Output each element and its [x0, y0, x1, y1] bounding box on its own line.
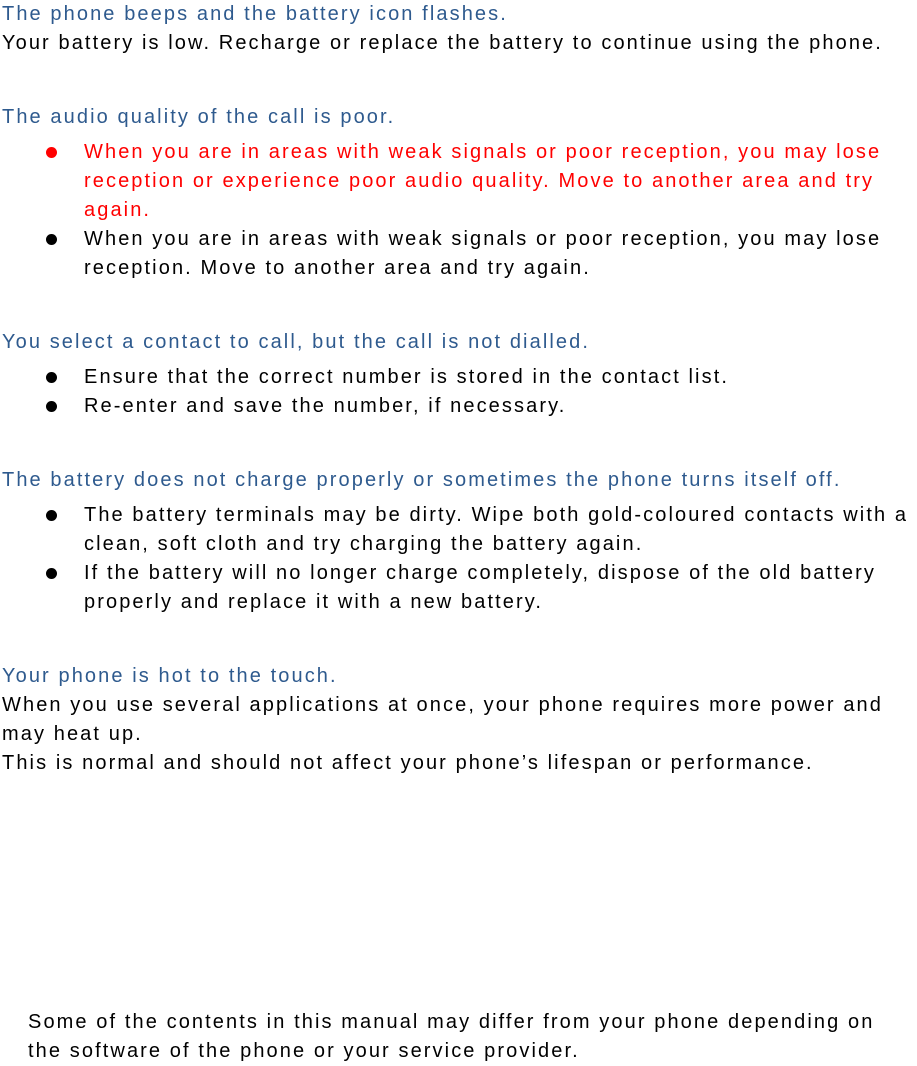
body-paragraph: This is normal and should not affect your phone’s lifespan or performance. — [2, 752, 814, 774]
section-phone-hot — [2, 662, 917, 778]
list-item — [2, 392, 917, 421]
body-paragraph: When you use several applications at once, your phone requires more power and may heat up. — [2, 694, 884, 745]
bullet-icon — [46, 401, 57, 412]
section-heading: The phone beeps and the battery icon flashes. — [2, 3, 508, 25]
bullet-icon — [46, 234, 57, 245]
footer-note: Some of the contents in this manual may differ from your phone depending on the software of the phone or your service provider. — [28, 1011, 875, 1062]
bullet-icon — [46, 147, 57, 158]
body-paragraph: Your battery is low. Recharge or replace the battery to continue using the phone. — [2, 32, 883, 54]
bullet-icon — [46, 510, 57, 521]
bullet-text: If the battery will no longer charge completely, dispose of the old battery properly and replace it with a new battery. — [84, 562, 876, 613]
bullet-icon — [46, 372, 57, 383]
section-heading: The battery does not charge properly or sometimes the phone turns itself off. — [2, 469, 842, 491]
list-item — [2, 363, 917, 392]
section-audio-quality — [2, 103, 917, 283]
list-item — [2, 559, 917, 617]
bullet-list — [2, 501, 917, 617]
section-heading: You select a contact to call, but the call is not dialled. — [2, 331, 591, 353]
bullet-list — [2, 138, 917, 283]
section-battery-charge — [2, 466, 917, 617]
bullet-text: When you are in areas with weak signals or poor reception, you may lose reception. Move to another area and try again. — [84, 228, 882, 279]
bullet-text: Ensure that the correct number is stored in the contact list. — [84, 366, 730, 388]
bullet-text: The battery terminals may be dirty. Wipe both gold-coloured contacts with a clean, soft cloth and try charging the battery again. — [84, 504, 909, 555]
list-item — [2, 501, 917, 559]
section-heading: Your phone is hot to the touch. — [2, 665, 338, 687]
bullet-text: Re-enter and save the number, if necessary. — [84, 395, 567, 417]
bullet-icon — [46, 568, 57, 579]
section-heading: The audio quality of the call is poor. — [2, 106, 396, 128]
bullet-text: When you are in areas with weak signals or poor reception, you may lose reception or experience poor audio quality. Move to another area and try again. — [84, 141, 882, 221]
section-call-not-dialled — [2, 328, 917, 421]
bullet-list — [2, 363, 917, 421]
list-item — [2, 225, 917, 283]
list-item — [2, 138, 917, 225]
section-battery-beep — [2, 0, 917, 58]
